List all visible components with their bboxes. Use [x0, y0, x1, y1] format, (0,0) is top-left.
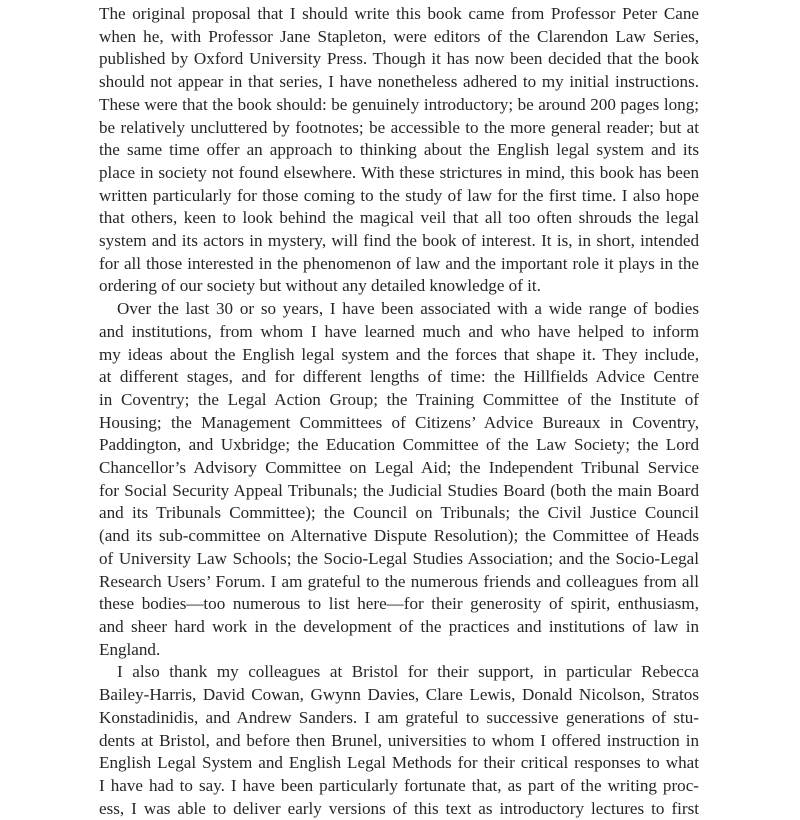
text-line: written particularly for those coming to the study of law for the first time. I also hope [99, 185, 699, 205]
text-line: should not appear in that series, I have nonetheless adhered to my initial instructions. [99, 72, 699, 92]
text-line: I also thank my colleagues at Bristol for their support, in particular Rebecca [117, 662, 699, 682]
text-line: England. [99, 639, 161, 659]
paragraph [99, 661, 699, 820]
text-line: Research Users’ Forum. I am grateful to the numerous friends and colleagues from all [99, 571, 699, 591]
text-line: published by Oxford University Press. Though it has now been decided that the book [99, 49, 699, 69]
text-line: for all those interested in the phenomenon of law and the important role it plays in the [99, 253, 699, 273]
text-line: I have had to say. I have been particularly fortunate that, as part of the writing proc- [99, 775, 699, 795]
text-line: These were that the book should: be genuinely introductory; be around 200 pages long; [99, 94, 699, 114]
text-line: and its Tribunals Committee); the Council on Tribunals; the Civil Justice Council [99, 503, 699, 523]
text-line: and sheer hard work in the development of the practices and institutions of law in [99, 616, 699, 636]
text-line: and institutions, from whom I have learned much and who have helped to inform [99, 321, 699, 341]
text-line: The original proposal that I should write this book came from Professor Peter Cane [99, 4, 699, 23]
text-line: Bailey-Harris, David Cowan, Gwynn Davies, Clare Lewis, Donald Nicolson, Stratos [99, 685, 699, 705]
text-line: be relatively uncluttered by footnotes; be accessible to the more general reader; but at [99, 117, 699, 137]
text-line: dents at Bristol, and before then Brunel, universities to whom I offered instruction in [99, 730, 699, 750]
text-line: that others, keen to look behind the magical veil that all too often shrouds the legal [99, 208, 699, 228]
text-line: when he, with Professor Jane Stapleton, were editors of the Clarendon Law Series, [99, 26, 699, 46]
text-line: Over the last 30 or so years, I have been associated with a wide range of bodies [117, 299, 699, 319]
text-line: these bodies—too numerous to list here—for their generosity of spirit, enthusiasm, [99, 594, 699, 614]
text-line: English Legal System and English Legal Methods for their critical responses to what [99, 753, 699, 773]
text-line: of University Law Schools; the Socio-Legal Studies Association; and the Socio-Legal [99, 548, 699, 568]
text-line: at different stages, and for different lengths of time: the Hillfields Advice Centre [99, 367, 699, 387]
body-text [99, 3, 699, 820]
text-line: for Social Security Appeal Tribunals; the Judicial Studies Board (both the main Board [99, 480, 699, 500]
paragraph [99, 3, 699, 298]
text-line: Housing; the Management Committees of Citizens’ Advice Bureaux in Coventry, [99, 412, 699, 432]
text-line: Paddington, and Uxbridge; the Education Committee of the Law Society; the Lord [99, 435, 699, 455]
text-line: (and its sub-committee on Alternative Dispute Resolution); the Committee of Heads [99, 526, 699, 546]
text-line: Chancellor’s Advisory Committee on Legal Aid; the Independent Tribunal Service [99, 458, 699, 478]
text-line: the same time offer an approach to thinking about the English legal system and its [99, 140, 699, 160]
text-line: in Coventry; the Legal Action Group; the Training Committee of the Institute of [99, 389, 699, 409]
text-line: system and its actors in mystery, will find the book of interest. It is, in short, intended [99, 231, 699, 251]
text-line: place in society not found elsewhere. With these strictures in mind, this book has been [99, 162, 699, 182]
text-line: ordering of our society but without any detailed knowledge of it. [99, 276, 541, 296]
paragraph [99, 298, 699, 661]
text-line: ess, I was able to deliver early versions of this text as introductory lectures to first [99, 798, 699, 818]
text-line: my ideas about the English legal system and the forces that shape it. They include, [99, 344, 699, 364]
document-page [99, 3, 699, 818]
text-line: Konstadinidis, and Andrew Sanders. I am grateful to successive generations of stu- [99, 707, 699, 727]
